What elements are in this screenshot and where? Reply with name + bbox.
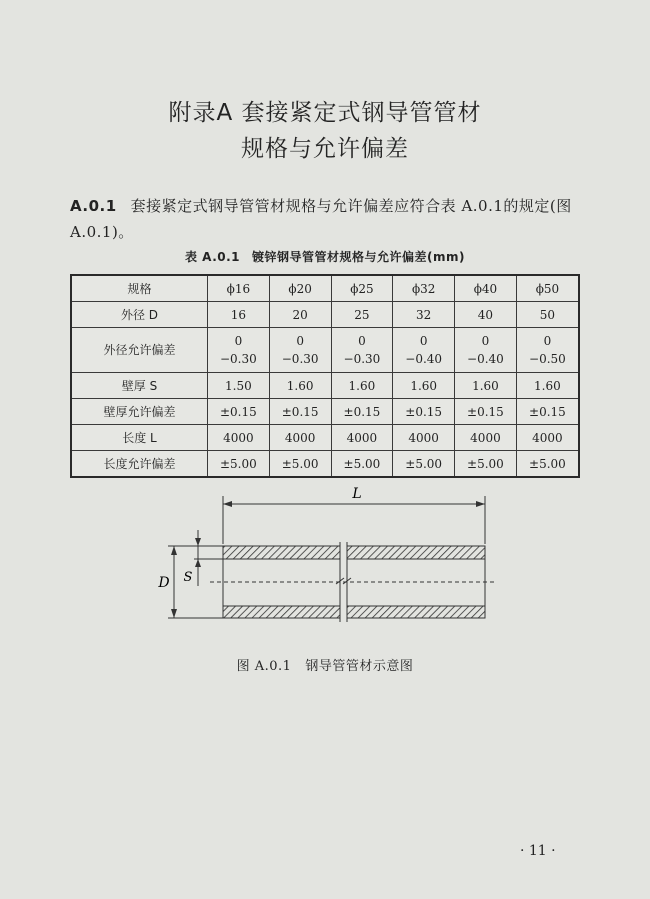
table-cell: 4000	[516, 425, 579, 451]
table-cell: 1.60	[516, 373, 579, 399]
table-cell: 32	[393, 302, 455, 328]
label-l: L	[352, 486, 362, 502]
table-caption-number: 表 A.0.1	[185, 250, 241, 264]
table-cell-stacked: 0 −0.30	[269, 328, 331, 373]
table-cell: ±0.15	[208, 399, 270, 425]
clause-number: A.0.1	[70, 197, 117, 215]
table-header-cell: ϕ25	[331, 275, 393, 302]
table-row	[71, 328, 579, 373]
table-row	[71, 373, 579, 399]
table-cell: ±0.15	[516, 399, 579, 425]
table-cell: 1.60	[331, 373, 393, 399]
table-cell: 25	[331, 302, 393, 328]
table-header-cell: ϕ50	[516, 275, 579, 302]
row-label: 壁厚 S	[71, 373, 208, 399]
table-cell: 1.60	[393, 373, 455, 399]
table-cell: 4000	[455, 425, 517, 451]
page-number: · 11 ·	[520, 843, 556, 859]
row-label: 外径 D	[71, 302, 208, 328]
wall-thickness-dimension	[184, 530, 223, 586]
label-d: D	[158, 575, 170, 591]
clause-text: 套接紧定式钢导管管材规格与允许偏差应符合表 A.0.1的规定(图 A.0.1)。	[70, 197, 572, 241]
table-cell: ±0.15	[393, 399, 455, 425]
table-cell: 40	[455, 302, 517, 328]
table-header-label: 规格	[71, 275, 208, 302]
figure-caption-text: 钢导管管材示意图	[305, 659, 414, 674]
table-row	[71, 302, 579, 328]
row-label: 壁厚允许偏差	[71, 399, 208, 425]
table-header-cell: ϕ16	[208, 275, 270, 302]
table-cell: 50	[516, 302, 579, 328]
table-header-cell: ϕ32	[393, 275, 455, 302]
table-cell: ±0.15	[455, 399, 517, 425]
length-dimension	[223, 486, 485, 544]
table-cell: ±5.00	[516, 451, 579, 478]
table-cell: 4000	[269, 425, 331, 451]
table-cell: ±5.00	[393, 451, 455, 478]
table-cell: 4000	[331, 425, 393, 451]
table-row	[71, 425, 579, 451]
table-cell: ±5.00	[455, 451, 517, 478]
table-cell: 1.60	[455, 373, 517, 399]
table-cell-stacked: 0 −0.30	[208, 328, 270, 373]
table-caption	[0, 248, 650, 265]
label-s: S	[183, 570, 193, 585]
table-cell-stacked: 0 −0.30	[331, 328, 393, 373]
table-cell: ±5.00	[331, 451, 393, 478]
figure-caption-number: 图 A.0.1	[236, 659, 292, 674]
table-header-cell: ϕ20	[269, 275, 331, 302]
row-label: 长度 L	[71, 425, 208, 451]
table-cell: 1.50	[208, 373, 270, 399]
table-caption-text: 镀锌钢导管管材规格与允许偏差(mm)	[252, 250, 465, 264]
table-cell-stacked: 0 −0.40	[393, 328, 455, 373]
table-cell: 16	[208, 302, 270, 328]
table-cell: 20	[269, 302, 331, 328]
appendix-title-line2: 规格与允许偏差	[241, 136, 409, 162]
table-cell: ±0.15	[269, 399, 331, 425]
appendix-title-line1: 附录A 套接紧定式钢导管管材	[168, 100, 482, 126]
table-cell: 4000	[393, 425, 455, 451]
row-label: 长度允许偏差	[71, 451, 208, 478]
row-label: 外径允许偏差	[71, 328, 208, 373]
table-header-row	[71, 275, 579, 302]
table-row	[71, 451, 579, 478]
table-cell-stacked: 0 −0.50	[516, 328, 579, 373]
table-cell: ±5.00	[269, 451, 331, 478]
table-cell-stacked: 0 −0.40	[455, 328, 517, 373]
table-cell: ±5.00	[208, 451, 270, 478]
clause-a-0-1	[70, 193, 590, 245]
table-cell: 4000	[208, 425, 270, 451]
table-cell: 1.60	[269, 373, 331, 399]
table-row	[71, 399, 579, 425]
figure-caption	[0, 655, 650, 674]
table-cell: ±0.15	[331, 399, 393, 425]
pipe-diagram	[150, 486, 500, 626]
spec-table	[70, 274, 580, 478]
pipe-body	[210, 542, 495, 622]
table-header-cell: ϕ40	[455, 275, 517, 302]
